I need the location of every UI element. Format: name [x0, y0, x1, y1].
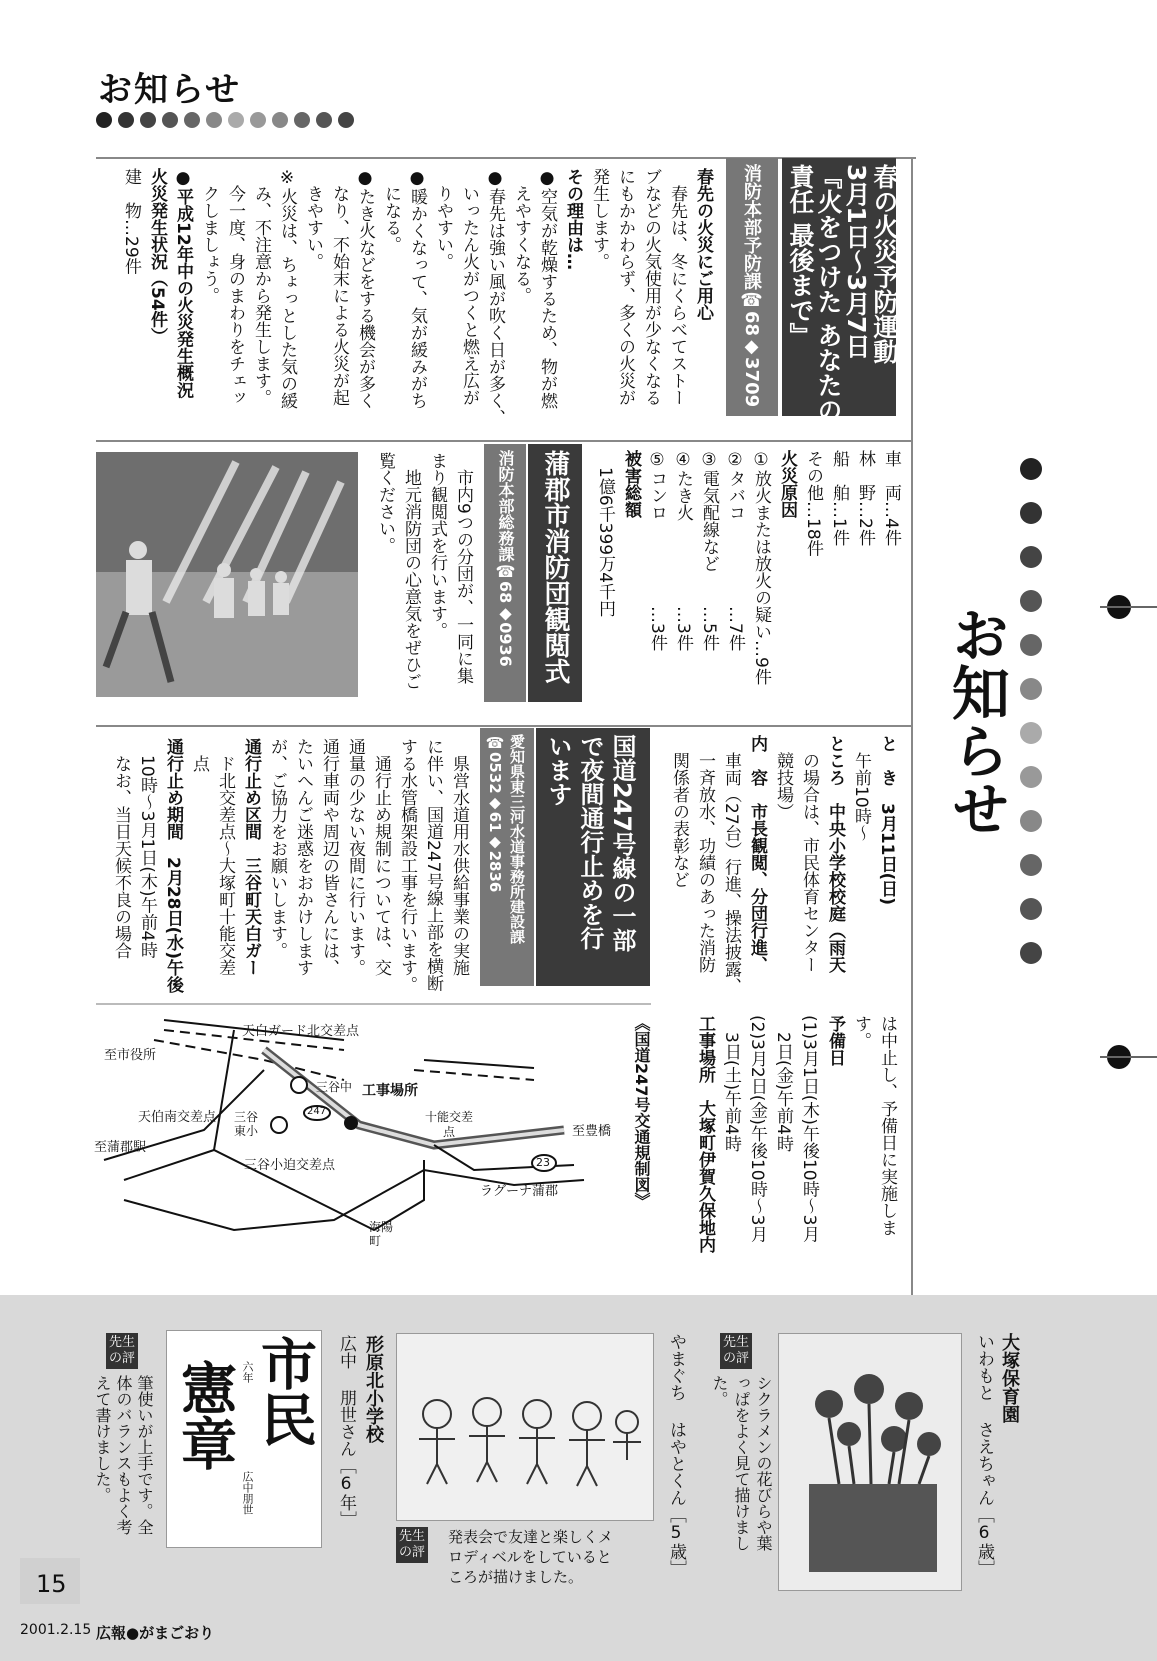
dot-icon [250, 112, 266, 128]
text-line: 県営水道用水供給事業の実施 [449, 738, 469, 976]
map-label: 23 [536, 1156, 550, 1169]
side-dots [1020, 458, 1042, 964]
dot-icon [1020, 634, 1042, 656]
text-line: 船 舶…1件 [829, 450, 849, 546]
text-line: 車 両…4件 [881, 450, 901, 546]
publication-name: 広報●がまごおり [96, 1624, 215, 1642]
text-line: りやすい。 [433, 168, 453, 270]
dot-icon [206, 112, 222, 128]
art-text: 憲章 [172, 1359, 238, 1471]
text-line: クしましょう。 [199, 168, 219, 304]
text-line: 1億6千399万4千円 [595, 450, 615, 617]
student-name: やまぐち はやとくん［5歳］ [666, 1333, 686, 1577]
dot-icon [294, 112, 310, 128]
text-line: 通行止め規制については、交 [371, 738, 391, 976]
teacher-review-tag: 先生の評 [396, 1527, 428, 1563]
text-line: なお、当日天候不良の場合 [111, 738, 131, 959]
map-label: 十能交差点 [424, 1110, 473, 1139]
page-number: 15 [36, 1570, 67, 1598]
dot-icon [1020, 898, 1042, 920]
dot-icon [162, 112, 178, 128]
dot-icon [1020, 766, 1042, 788]
text-line: ●暖かくなって、気が緩みがち [407, 168, 427, 409]
text-line: 火災発生状況（54件） [147, 168, 167, 345]
text-line: ところ 中央小学校校庭（雨天 [825, 735, 845, 973]
dot-icon [228, 112, 244, 128]
issue-date: 2001.2.15 [20, 1622, 92, 1638]
text-line: ①放火または放火の疑い…9件 [751, 450, 771, 685]
text-line: 通量の少ない夜間に行います。 [345, 738, 365, 976]
text-line: ●空気が乾燥するため、物が燃 [537, 168, 557, 409]
text-line: 春先の火災にご用心 [693, 168, 713, 321]
divider [96, 440, 911, 442]
dot-icon [1020, 546, 1042, 568]
text-line: (2)3月2日(金)午後10時～3月 [747, 1015, 767, 1243]
flower-drawing [778, 1333, 962, 1591]
text-line: にもかかわらず、多くの火災が [615, 168, 635, 406]
teacher-review-tag: 先生の評 [720, 1333, 752, 1369]
text-line: ブなどの火気使用が少なくなる [641, 168, 661, 406]
dot-icon [96, 112, 112, 128]
map-label: 至蒲郡駅 [94, 1140, 147, 1155]
map-label: 至市役所 [104, 1048, 157, 1063]
text-line: ③電気配線など …5件 [699, 450, 719, 651]
school-name: 大塚保育園 [999, 1333, 1020, 1423]
map-label: 247 [307, 1106, 327, 1117]
text-line: 覧ください。 [375, 452, 395, 554]
fire-title: 春の火災予防運動 3月1日～3月7日 『火をつけた あなたの 責任 最後まで』 [786, 164, 899, 423]
text-line: 春先は、冬にくらべてストー [667, 168, 687, 406]
road-body [100, 738, 472, 994]
comment-1: 筆使いが上手です。全 体のバランスもよく考 えて書けました。 [93, 1375, 154, 1535]
map-label: ラグーナ蒲郡 [480, 1184, 559, 1199]
dot-icon [338, 112, 354, 128]
text-line: 内 容 市長観閲、分団行進、 [747, 735, 767, 973]
text-line: 午前10時～ [851, 735, 871, 842]
school-name: 形原北小学校 [363, 1335, 384, 1443]
brigade-dept: 消防本部総務課☎68◆0936 [496, 450, 515, 667]
divider [911, 157, 913, 1295]
text-line: ④たき火 …3件 [673, 450, 693, 651]
text-line: ※火災は、ちょっとした気の緩 [277, 168, 297, 409]
children-drawing [396, 1333, 654, 1521]
text-line: に伴い、国道247号線上部を横断 [423, 738, 443, 992]
text-line: 被害総額 [621, 450, 641, 518]
brigade-title: 蒲郡市消防団観閲式 [540, 450, 570, 684]
comment-3: シクラメンの花びらや葉 っぱをよく見て描けまし た。 [710, 1375, 773, 1551]
text-line: その他…18件 [803, 450, 823, 557]
text-line: み、不注意から発生します。 [251, 168, 271, 406]
text-line: その理由は… [563, 168, 583, 270]
student-name: 広中 朋世さん［6年］ [336, 1335, 356, 1528]
dot-icon [1020, 502, 1042, 524]
text-line: まり観閲式を行います。 [427, 452, 447, 639]
text-line: 関係者の表彰など [669, 735, 689, 888]
dot-icon [1020, 590, 1042, 612]
dot-icon [140, 112, 156, 128]
side-title: お知らせ [941, 605, 1010, 837]
text-line: 点 [189, 738, 209, 772]
text-line: きやすい。 [303, 168, 323, 270]
art-signature: 広中朋世 [241, 1471, 254, 1515]
road-dept: 愛知県東三河水道事務所建設課 ☎0532◆61◆2836 [486, 734, 526, 944]
text-line: 発生します。 [589, 168, 609, 270]
divider [96, 1003, 651, 1005]
text-line: 一斉放水、功績のあった消防 [695, 735, 715, 973]
divider [1100, 606, 1157, 608]
text-line: ●春先は強い風が吹く日が多く、 [485, 168, 505, 426]
map-label: 三谷小迫交差点 [244, 1158, 336, 1173]
text-line: 車両（27台）行進、操法披露、 [721, 735, 741, 995]
text-line: 火災原因 [777, 450, 797, 518]
text-line: ●たき火などをする機会が多く [355, 168, 375, 409]
text-line: ②タバコ …7件 [725, 450, 745, 651]
comment-2: 発表会で友達と楽しくメ ロディベルをしていると ころが描けました。 [448, 1528, 614, 1586]
text-line: 3日(土)午前4時 [721, 1015, 741, 1152]
text-line: になる。 [381, 168, 401, 253]
text-line: 今一度、身のまわりをチェッ [225, 168, 245, 406]
calligraphy-artwork [166, 1330, 322, 1548]
text-line: ⑤コンロ …3件 [647, 450, 667, 651]
map-label: 天白ガード北交差点 [242, 1024, 360, 1039]
dot-icon [1020, 458, 1042, 480]
text-line: (1)3月1日(木)午後10時～3月 [799, 1015, 819, 1243]
dot-icon [316, 112, 332, 128]
firefighters-photo [96, 452, 358, 697]
text-line: 通行止め区間 三谷町天白ガー [241, 738, 261, 976]
dot-icon [1020, 854, 1042, 876]
fire-body [104, 168, 716, 426]
text-line: す。 [851, 1015, 871, 1049]
art-grade: 六年 [241, 1361, 254, 1383]
brigade-details [669, 735, 900, 995]
dot-icon [1020, 810, 1042, 832]
divider [96, 725, 911, 727]
text-line: ド北交差点～大塚町十能交差 [215, 738, 235, 976]
text-line: 市内9つの分団が、一同に集 [453, 452, 473, 684]
map-label: 至豊橋 [572, 1124, 612, 1139]
text-line: 通行車両や周辺の皆さんには、 [319, 738, 339, 976]
page-title: お知らせ [98, 70, 241, 110]
brigade-body [366, 452, 476, 702]
text-line: 建 物…29件 [121, 168, 141, 275]
art-text: 市民 [252, 1335, 318, 1447]
text-line: と き 3月11日(日) [877, 735, 897, 906]
map-label: 三谷中 [316, 1080, 353, 1094]
text-line: 競技場） [773, 735, 793, 820]
dot-icon [1020, 722, 1042, 744]
student-name: いわもと さえちゃん［6歳］ [974, 1333, 994, 1577]
dot-icon [1020, 942, 1042, 964]
dot-icon [1020, 678, 1042, 700]
text-line: 2日(金)午前4時 [773, 1015, 793, 1152]
map-label: 工事場所 [362, 1083, 418, 1099]
dot-icon [272, 112, 288, 128]
map-label: 天伯南交差点 [138, 1110, 217, 1125]
text-line: 林 野…2件 [855, 450, 875, 546]
dot-icon [184, 112, 200, 128]
divider [1100, 1056, 1157, 1058]
road-title: 国道247号線の一部 で夜間通行止めを行 います [544, 734, 636, 953]
text-line: 通行止め期間 2月28日(水)午後 [163, 738, 183, 994]
map-label: 海陽町 [369, 1220, 394, 1248]
text-line: 工事場所 大塚町伊賀久保地内 [695, 1015, 715, 1253]
map-title: 《国道247号交通規制図》 [632, 1015, 651, 1209]
text-line: いったん火がつくと燃え広が [459, 168, 479, 406]
text-line: えやすくなる。 [511, 168, 531, 304]
text-line: は中止し、予備日に実施しま [877, 1015, 897, 1236]
text-line: する水管橋架設工事を行います。 [397, 738, 417, 993]
traffic-map [94, 1010, 650, 1258]
teacher-review-tag: 先生の評 [106, 1333, 138, 1369]
dot-icon [118, 112, 134, 128]
text-line: が、ご協力をお願いします。 [267, 738, 287, 959]
text-line: 地元消防団の心意気をぜひご [401, 452, 421, 690]
header-dots [96, 112, 354, 128]
text-line: なり、不始末による火災が起 [329, 168, 349, 406]
text-line: 10時～3月1日(木)午前4時 [137, 738, 157, 959]
map-label: 三谷東小 [234, 1110, 259, 1138]
text-line: ●平成12年中の火災発生概況 [173, 168, 193, 399]
text-line: の場合は、市民体育センター [799, 735, 819, 973]
fire-stats [594, 450, 904, 702]
text-line: 予備日 [825, 1015, 845, 1066]
fire-dept: 消防本部予防課☎68◆3709 [741, 164, 762, 408]
text-line: たいへんご迷惑をおかけします [293, 738, 313, 976]
road-schedule [680, 1015, 900, 1273]
